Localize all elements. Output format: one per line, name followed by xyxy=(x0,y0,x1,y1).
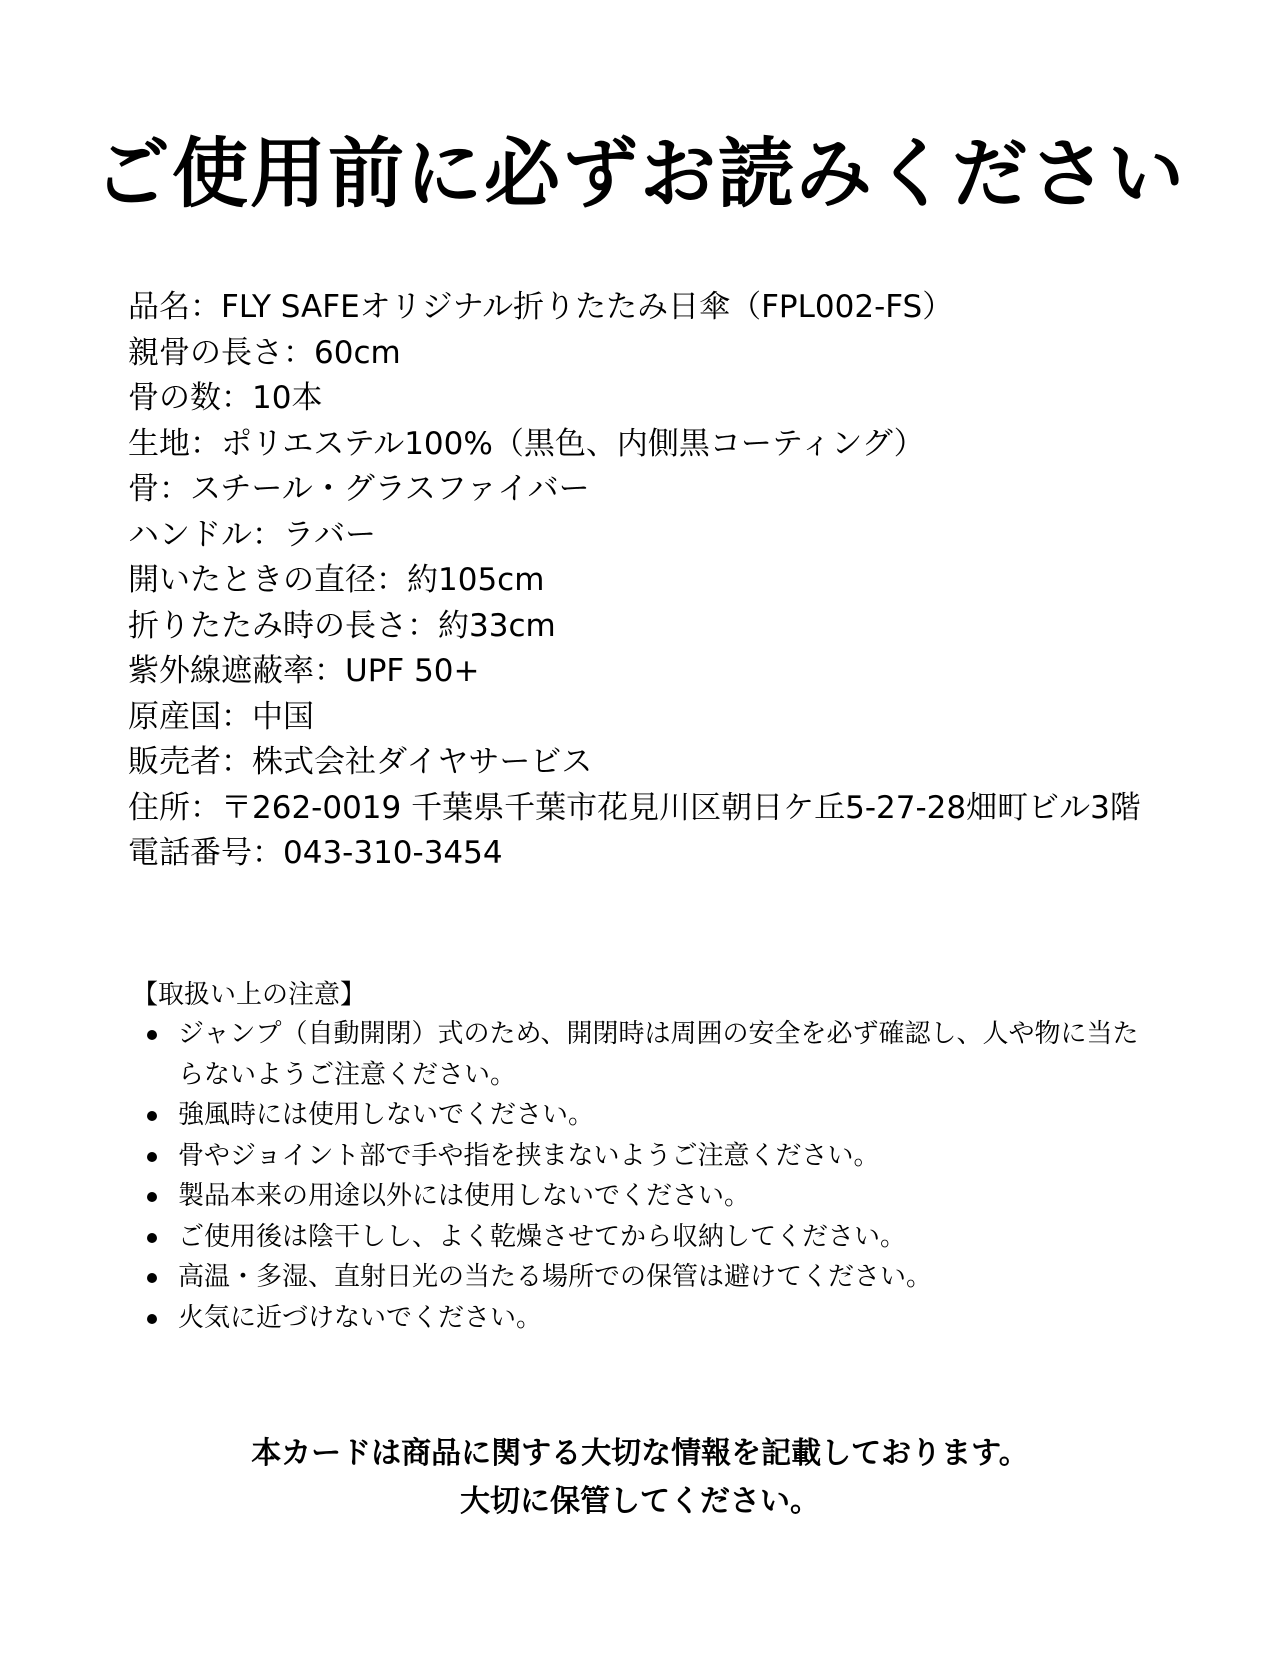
footer-line-2: 大切に保管してください。 xyxy=(460,1484,820,1519)
spec-address: 住所：〒262-0019 千葉県千葉市花見川区朝日ケ丘5-27-28畑町ビル3階 xyxy=(128,789,1141,826)
notes-heading: 【取扱い上の注意】 xyxy=(132,980,367,1010)
bullet-icon xyxy=(147,1152,157,1162)
spec-phone: 電話番号：043-310-3454 xyxy=(128,835,503,871)
caution-item xyxy=(140,1217,1150,1258)
spec-uv-rate: 紫外線遮蔽率：UPF 50+ xyxy=(128,653,480,689)
spec-rib-length: 親骨の長さ：60cm xyxy=(128,334,401,371)
caution-text: 製品本来の用途以外には使用しないでください。 xyxy=(178,1181,751,1211)
bullet-icon xyxy=(147,1233,157,1243)
spec-rib-count: 骨の数：10本 xyxy=(128,380,323,416)
spec-product-name: 品名：FLY SAFEオリジナル折りたたみ日傘（FPL002-FS） xyxy=(128,289,954,325)
spec-open-diameter: 開いたときの直径：約105cm xyxy=(128,562,545,598)
spec-folded-length: 折りたたみ時の長さ：約33cm xyxy=(128,607,556,644)
spec-list xyxy=(128,285,1268,877)
caution-item xyxy=(140,1014,1150,1095)
caution-text: 高温・多湿、直射日光の当たる場所での保管は避けてください。 xyxy=(178,1262,933,1292)
spec-handle: ハンドル：ラバー xyxy=(128,516,376,553)
caution-item xyxy=(140,1257,1150,1298)
bullet-icon xyxy=(147,1192,157,1202)
spec-fabric: 生地：ポリエステル100%（黒色、内側黒コーティング） xyxy=(128,425,925,462)
spec-seller: 販売者：株式会社ダイヤサービス xyxy=(128,744,593,780)
caution-text: 火気に近づけないでください。 xyxy=(178,1302,543,1333)
caution-text: ジャンプ（自動開閉）式のため、開閉時は周囲の安全を必ず確認し、人や物に当たらないようご注意ください。 xyxy=(178,1019,1139,1090)
bullet-icon xyxy=(147,1111,157,1121)
spec-frame: 骨：スチール・グラスファイバー xyxy=(128,471,590,507)
footer-notice xyxy=(0,1430,1280,1526)
page-title: ご使用前に必ずお読みください xyxy=(94,129,1186,218)
bullet-icon xyxy=(147,1273,157,1283)
caution-item xyxy=(140,1136,1150,1177)
bullet-icon xyxy=(147,1030,157,1040)
spec-origin: 原産国：中国 xyxy=(128,698,314,735)
caution-text: 骨やジョイント部で手や指を挟まないようご注意ください。 xyxy=(178,1140,880,1171)
caution-text: 強風時には使用しないでください。 xyxy=(178,1100,595,1130)
caution-item xyxy=(140,1298,1150,1339)
caution-text: ご使用後は陰干しし、よく乾燥させてから収納してください。 xyxy=(178,1221,907,1252)
bullet-icon xyxy=(147,1314,157,1324)
caution-item xyxy=(140,1095,1150,1136)
caution-list xyxy=(140,1014,1150,1338)
caution-item xyxy=(140,1176,1150,1217)
footer-line-1: 本カードは商品に関する大切な情報を記載しております。 xyxy=(251,1436,1029,1471)
